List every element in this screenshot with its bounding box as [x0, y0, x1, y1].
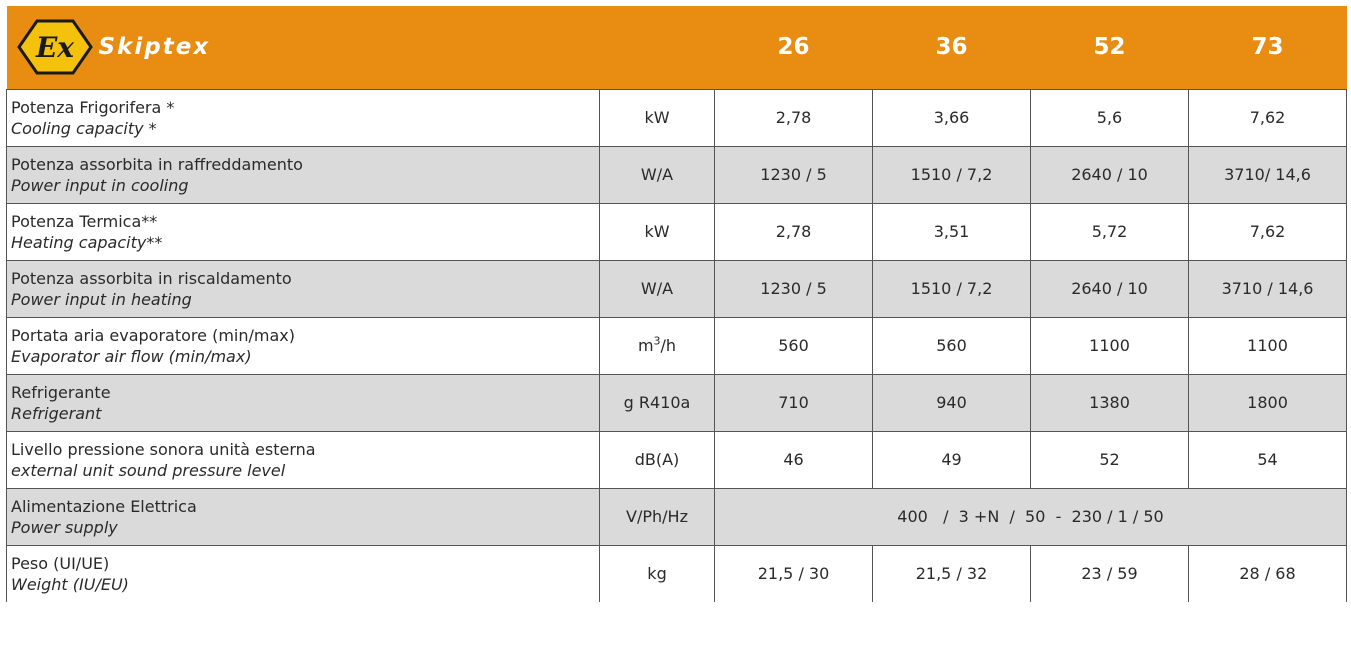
- value-cell: 3,66: [873, 89, 1031, 146]
- table-row: [7, 203, 1347, 260]
- unit-cell: W/A: [600, 260, 715, 317]
- value-cell: 3710 / 14,6: [1189, 260, 1347, 317]
- param-label-en: Refrigerant: [11, 403, 102, 423]
- value-cell: 560: [873, 317, 1031, 374]
- value-cell: 5,6: [1031, 89, 1189, 146]
- param-cell: [7, 203, 600, 260]
- value-cell: 23 / 59: [1031, 545, 1189, 602]
- value-cell: 28 / 68: [1189, 545, 1347, 602]
- value-cell: 1100: [1031, 317, 1189, 374]
- param-cell: [7, 260, 600, 317]
- table-row: [7, 545, 1347, 602]
- unit-base: m: [637, 336, 654, 355]
- table-row: [7, 317, 1347, 374]
- value-cell: 21,5 / 30: [715, 545, 873, 602]
- value-cell: 3710/ 14,6: [1189, 146, 1347, 203]
- value-cell: 1800: [1189, 374, 1347, 431]
- model-header: 52: [1093, 34, 1126, 61]
- param-label-it: Refrigerante: [11, 382, 111, 402]
- unit-cell: kW: [600, 203, 715, 260]
- param-cell: [7, 317, 600, 374]
- value-cell: 46: [715, 431, 873, 488]
- param-label-it: Potenza Frigorifera *: [11, 97, 175, 117]
- value-cell: 710: [715, 374, 873, 431]
- param-cell: [7, 374, 600, 431]
- value-cell: 3,51: [873, 203, 1031, 260]
- table-row: [7, 374, 1347, 431]
- table-row: [7, 89, 1347, 146]
- value-cell: 1510 / 7,2: [873, 146, 1031, 203]
- ex-logo-icon: [17, 19, 93, 75]
- model-header: 36: [935, 34, 968, 61]
- model-header: 73: [1251, 34, 1284, 61]
- param-label-en: Power input in heating: [11, 289, 192, 309]
- unit-cell: kg: [600, 545, 715, 602]
- unit-cell: dB(A): [600, 431, 715, 488]
- param-label-en: Weight (IU/EU): [11, 574, 129, 594]
- merged-value-cell: 400 / 3 +N / 50 - 230 / 1 / 50: [715, 488, 1347, 545]
- param-label-it: Potenza Termica**: [11, 211, 158, 231]
- param-label-it: Livello pressione sonora unità esterna: [11, 439, 316, 459]
- header-row: [7, 6, 1347, 89]
- value-cell: 2640 / 10: [1031, 260, 1189, 317]
- unit-cell: V/Ph/Hz: [600, 488, 715, 545]
- value-cell: 940: [873, 374, 1031, 431]
- param-label-en: Power input in cooling: [11, 175, 189, 195]
- param-label-en: Power supply: [11, 517, 118, 537]
- param-label-en: Cooling capacity *: [11, 118, 157, 138]
- value-cell: 54: [1189, 431, 1347, 488]
- value-cell: 49: [873, 431, 1031, 488]
- spec-table: [6, 6, 1347, 602]
- table-row: [7, 146, 1347, 203]
- brand-cell: [7, 6, 715, 89]
- param-label-it: Portata aria evaporatore (min/max): [11, 325, 295, 345]
- param-label-en: Evaporator air flow (min/max): [11, 346, 252, 366]
- table-row: [7, 431, 1347, 488]
- param-label-it: Potenza assorbita in raffreddamento: [11, 154, 303, 174]
- unit-cell: g R410a: [600, 374, 715, 431]
- unit-cell: [600, 317, 715, 374]
- unit-tail: /h: [660, 336, 677, 355]
- value-cell: 1100: [1189, 317, 1347, 374]
- param-cell: [7, 545, 600, 602]
- value-cell: 2640 / 10: [1031, 146, 1189, 203]
- value-cell: 2,78: [715, 203, 873, 260]
- param-label-it: Alimentazione Elettrica: [11, 496, 197, 516]
- value-cell: 5,72: [1031, 203, 1189, 260]
- value-cell: 2,78: [715, 89, 873, 146]
- param-cell: [7, 146, 600, 203]
- param-cell: [7, 431, 600, 488]
- brand-name: Skiptex: [98, 34, 211, 61]
- unit-cell: kW: [600, 89, 715, 146]
- ex-logo-text: Ex: [35, 31, 74, 65]
- param-label-en: external unit sound pressure level: [11, 460, 286, 480]
- value-cell: 52: [1031, 431, 1189, 488]
- value-cell: 1230 / 5: [715, 146, 873, 203]
- value-cell: 1510 / 7,2: [873, 260, 1031, 317]
- param-label-it: Potenza assorbita in riscaldamento: [11, 268, 292, 288]
- value-cell: 560: [715, 317, 873, 374]
- table-row: [7, 260, 1347, 317]
- value-cell: 21,5 / 32: [873, 545, 1031, 602]
- param-cell: [7, 89, 600, 146]
- table-row: [7, 488, 1347, 545]
- param-cell: [7, 488, 600, 545]
- value-cell: 7,62: [1189, 203, 1347, 260]
- value-cell: 7,62: [1189, 89, 1347, 146]
- brand: [17, 19, 715, 75]
- param-label-en: Heating capacity**: [11, 232, 163, 252]
- value-cell: 1380: [1031, 374, 1189, 431]
- value-cell: 1230 / 5: [715, 260, 873, 317]
- param-label-it: Peso (UI/UE): [11, 553, 110, 573]
- model-header: 26: [777, 34, 810, 61]
- unit-superscript: 3: [653, 334, 661, 348]
- unit-cell: W/A: [600, 146, 715, 203]
